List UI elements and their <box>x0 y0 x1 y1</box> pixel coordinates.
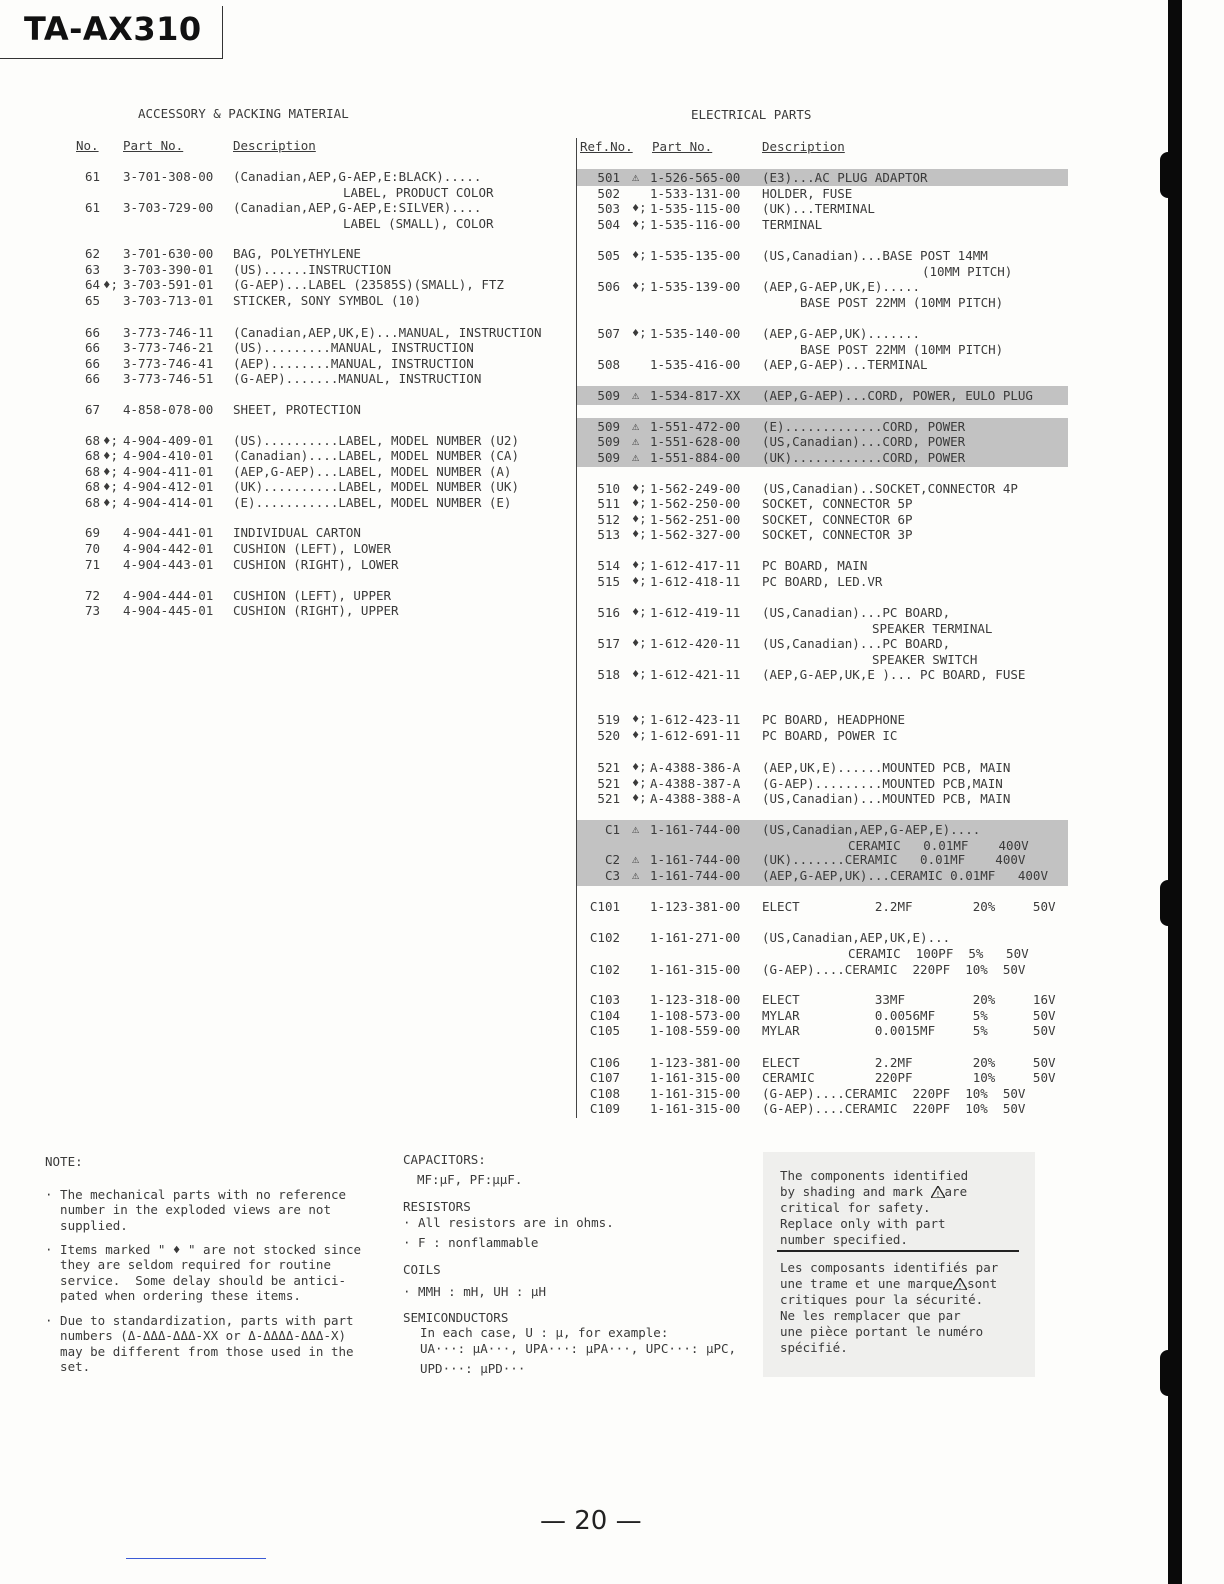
acc-description: STICKER, SONY SYMBOL (10) <box>233 293 422 308</box>
el-description-cont: SPEAKER TERMINAL <box>872 621 993 636</box>
el-description: (AEP,G-AEP)...CORD, POWER, EULO PLUG <box>762 388 1033 403</box>
el-description: (US,Canadian)...CORD, POWER <box>762 434 966 449</box>
acc-description: (US)..........LABEL, MODEL NUMBER (U2) <box>233 433 519 448</box>
el-description: SOCKET, CONNECTOR 5P <box>762 496 913 511</box>
safety-divider <box>777 1250 1019 1252</box>
acc-part-no: 3-701-630-00 <box>123 246 214 261</box>
ref-no: C107 <box>589 1070 620 1085</box>
acc-no: 67 <box>84 402 100 417</box>
acc-no: 65 <box>84 293 100 308</box>
ref-no: 507 <box>597 326 620 341</box>
resistors-title: RESISTORS <box>403 1199 471 1214</box>
binding-hole <box>1160 880 1176 926</box>
safety-en-2: by shading and mark ! are <box>780 1184 968 1199</box>
el-part-no: A-4388-388-A <box>650 791 741 806</box>
el-description: ELECT 2.2MF 20% 50V <box>762 899 1056 914</box>
ref-no: C109 <box>589 1101 620 1116</box>
not-stocked-mark: ♦; <box>103 464 119 479</box>
acc-description: (AEP)........MANUAL, INSTRUCTION <box>233 356 474 371</box>
ref-no: C2 <box>604 852 620 867</box>
el-part-no: 1-551-884-00 <box>650 450 741 465</box>
el-description: (US,Canadian)...PC BOARD, <box>762 636 951 651</box>
ref-no: 509 <box>597 388 620 403</box>
el-part-no: 1-108-573-00 <box>650 1008 741 1023</box>
acc-part-no: 4-904-442-01 <box>123 541 214 556</box>
capacitors-units: MF:μF, PF:μμF. <box>417 1172 523 1187</box>
semiconductors-line1: In each case, U : μ, for example: <box>420 1325 669 1340</box>
el-description: (UK)............CORD, POWER <box>762 450 966 465</box>
not-stocked-mark: ♦; <box>103 495 119 510</box>
ref-no: C103 <box>589 992 620 1007</box>
not-stocked-mark: ♦; <box>632 760 647 774</box>
not-stocked-mark: ♦; <box>632 527 647 541</box>
el-part-no: 1-612-419-11 <box>650 605 741 620</box>
acc-header-desc: Description <box>233 138 316 153</box>
electrical-divider <box>576 138 577 1118</box>
acc-description: (UK)..........LABEL, MODEL NUMBER (UK) <box>233 479 519 494</box>
ref-no: C108 <box>589 1086 620 1101</box>
el-description: PC BOARD, POWER IC <box>762 728 898 743</box>
not-stocked-mark: ♦; <box>632 574 647 588</box>
acc-no: 64 <box>84 277 100 292</box>
not-stocked-mark: ♦; <box>103 433 119 448</box>
safety-mark-icon: ⚠ <box>632 434 640 448</box>
ref-no: 517 <box>597 636 620 651</box>
not-stocked-mark: ♦; <box>103 479 119 494</box>
el-part-no: 1-551-628-00 <box>650 434 741 449</box>
acc-part-no: 4-904-409-01 <box>123 433 214 448</box>
acc-part-no: 4-904-410-01 <box>123 448 214 463</box>
safety-mark-icon: ⚠ <box>632 868 640 882</box>
acc-header-part: Part No. <box>123 138 184 153</box>
el-description: PC BOARD, LED.VR <box>762 574 883 589</box>
acc-no: 68 <box>84 448 100 463</box>
acc-part-no: 4-904-414-01 <box>123 495 214 510</box>
acc-description: (Canadian,AEP,G-AEP,E:BLACK)..... <box>233 169 482 184</box>
svg-text:!: ! <box>958 1282 962 1290</box>
el-description: (G-AEP)....CERAMIC 220PF 10% 50V <box>762 962 1026 977</box>
el-description: (E).............CORD, POWER <box>762 419 966 434</box>
el-description: PC BOARD, HEADPHONE <box>762 712 905 727</box>
not-stocked-mark: ♦; <box>632 558 647 572</box>
el-part-no: 1-533-131-00 <box>650 186 741 201</box>
acc-part-no: 3-773-746-41 <box>123 356 214 371</box>
el-description: (G-AEP).........MOUNTED PCB,MAIN <box>762 776 1003 791</box>
el-description: (AEP,G-AEP,UK)....... <box>762 326 921 341</box>
safety-en-5: number specified. <box>780 1232 908 1247</box>
ref-no: 513 <box>597 527 620 542</box>
coils-units: · MMH : mH, UH : μH <box>403 1284 546 1299</box>
el-part-no: 1-161-744-00 <box>650 868 741 883</box>
safety-fr-2: une trame et une marque ! sont <box>780 1276 998 1291</box>
el-part-no: 1-108-559-00 <box>650 1023 741 1038</box>
el-part-no: 1-535-140-00 <box>650 326 741 341</box>
accessory-title: ACCESSORY & PACKING MATERIAL <box>138 106 349 121</box>
ref-no: 506 <box>597 279 620 294</box>
acc-part-no: 4-904-412-01 <box>123 479 214 494</box>
el-description: (UK).......CERAMIC 0.01MF 400V <box>762 852 1026 867</box>
acc-part-no: 3-703-591-01 <box>123 277 214 292</box>
ref-no: 516 <box>597 605 620 620</box>
note-standardization: · Due to standardization, parts with part numbers (Δ-ΔΔΔ-ΔΔΔ-XX or Δ-ΔΔΔΔ-ΔΔΔ-X) may be different from those used in the set. <box>45 1312 354 1374</box>
ref-no: 503 <box>597 201 620 216</box>
ref-no: 514 <box>597 558 620 573</box>
el-description: CERAMIC 220PF 10% 50V <box>762 1070 1056 1085</box>
el-part-no: 1-562-327-00 <box>650 527 741 542</box>
page-edge-bar <box>1168 0 1182 1584</box>
acc-no: 70 <box>84 541 100 556</box>
el-part-no: 1-526-565-00 <box>650 170 741 185</box>
safety-mark-icon: ⚠ <box>632 419 640 433</box>
el-part-no: 1-535-416-00 <box>650 357 741 372</box>
not-stocked-mark: ♦; <box>632 201 647 215</box>
el-description: (US,Canadian)...PC BOARD, <box>762 605 951 620</box>
binding-hole <box>1160 152 1176 198</box>
acc-part-no: 3-773-746-51 <box>123 371 214 386</box>
note-not-stocked: · Items marked " ♦ " are not stocked since they are seldom required for routine service. Some delay should be antici- pated when ordering these items. <box>45 1241 362 1303</box>
not-stocked-mark: ♦; <box>632 636 647 650</box>
acc-part-no: 4-904-445-01 <box>123 603 214 618</box>
ref-no: 518 <box>597 667 620 682</box>
acc-description: (Canadian,AEP,UK,E)...MANUAL, INSTRUCTION <box>233 325 542 340</box>
el-part-no: 1-161-271-00 <box>650 930 741 945</box>
safety-fr-4: Ne les remplacer que par <box>780 1308 961 1323</box>
safety-mark-icon: ⚠ <box>632 450 640 464</box>
el-part-no: 1-161-315-00 <box>650 1101 741 1116</box>
el-part-no: 1-551-472-00 <box>650 419 741 434</box>
el-part-no: 1-612-423-11 <box>650 712 741 727</box>
acc-description: (E)...........LABEL, MODEL NUMBER (E) <box>233 495 512 510</box>
page-number: — 20 — <box>540 1506 642 1536</box>
acc-no: 63 <box>84 262 100 277</box>
el-description: MYLAR 0.0056MF 5% 50V <box>762 1008 1056 1023</box>
acc-part-no: 3-703-729-00 <box>123 200 214 215</box>
acc-part-no: 4-904-444-01 <box>123 588 214 603</box>
acc-description: (AEP,G-AEP)...LABEL, MODEL NUMBER (A) <box>233 464 512 479</box>
ref-no: 515 <box>597 574 620 589</box>
acc-part-no: 3-703-390-01 <box>123 262 214 277</box>
ref-no: 512 <box>597 512 620 527</box>
safety-en-4: Replace only with part <box>780 1216 946 1231</box>
el-description-cont: BASE POST 22MM (10MM PITCH) <box>800 342 1004 357</box>
ref-no: 520 <box>597 728 620 743</box>
acc-no: 73 <box>84 603 100 618</box>
el-part-no: A-4388-386-A <box>650 760 741 775</box>
acc-part-no: 3-773-746-11 <box>123 325 214 340</box>
el-description: (UK)...TERMINAL <box>762 201 875 216</box>
ref-no: 502 <box>597 186 620 201</box>
acc-description: (US).........MANUAL, INSTRUCTION <box>233 340 474 355</box>
el-part-no: 1-612-691-11 <box>650 728 741 743</box>
acc-no: 68 <box>84 479 100 494</box>
el-part-no: 1-123-381-00 <box>650 1055 741 1070</box>
capacitors-title: CAPACITORS: <box>403 1152 486 1167</box>
el-header-desc: Description <box>762 139 845 154</box>
ref-no: 510 <box>597 481 620 496</box>
not-stocked-mark: ♦; <box>103 448 119 463</box>
el-description: TERMINAL <box>762 217 823 232</box>
el-part-no: 1-535-116-00 <box>650 217 741 232</box>
ref-no: C104 <box>589 1008 620 1023</box>
el-part-no: 1-535-139-00 <box>650 279 741 294</box>
acc-description: (Canadian,AEP,G-AEP,E:SILVER).... <box>233 200 482 215</box>
acc-no: 68 <box>84 464 100 479</box>
el-description: (AEP,G-AEP,UK,E)..... <box>762 279 921 294</box>
acc-no: 61 <box>84 169 100 184</box>
not-stocked-mark: ♦; <box>632 667 647 681</box>
el-part-no: 1-612-421-11 <box>650 667 741 682</box>
ref-no: 521 <box>597 791 620 806</box>
ref-no: 505 <box>597 248 620 263</box>
safety-mark-icon: ⚠ <box>632 852 640 866</box>
acc-description: BAG, POLYETHYLENE <box>233 246 361 261</box>
el-description: (US,Canadian)...MOUNTED PCB, MAIN <box>762 791 1011 806</box>
el-description: ELECT 33MF 20% 16V <box>762 992 1056 1007</box>
ref-no: 509 <box>597 434 620 449</box>
acc-part-no: 4-904-411-01 <box>123 464 214 479</box>
safety-fr-6: spécifié. <box>780 1340 848 1355</box>
ref-no: C3 <box>604 868 620 883</box>
el-part-no: 1-535-115-00 <box>650 201 741 216</box>
ref-no: 509 <box>597 450 620 465</box>
el-description: (US,Canadian)...BASE POST 14MM <box>762 248 988 263</box>
el-description: (AEP,UK,E)......MOUNTED PCB, MAIN <box>762 760 1011 775</box>
acc-part-no: 3-701-308-00 <box>123 169 214 184</box>
safety-fr-1: Les composants identifiés par <box>780 1260 999 1275</box>
el-description: (G-AEP)....CERAMIC 220PF 10% 50V <box>762 1101 1026 1116</box>
acc-description: (G-AEP)...LABEL (23585S)(SMALL), FTZ <box>233 277 504 292</box>
el-description: (AEP,G-AEP)...TERMINAL <box>762 357 928 372</box>
el-description: SOCKET, CONNECTOR 6P <box>762 512 913 527</box>
acc-no: 66 <box>84 371 100 386</box>
el-description-cont: (10MM PITCH) <box>922 264 1013 279</box>
ref-no: C102 <box>589 962 620 977</box>
el-part-no: A-4388-387-A <box>650 776 741 791</box>
acc-description: CUSHION (LEFT), UPPER <box>233 588 392 603</box>
el-part-no: 1-562-250-00 <box>650 496 741 511</box>
warning-triangle-icon <box>953 1278 967 1290</box>
not-stocked-mark: ♦; <box>632 496 647 510</box>
acc-description-cont: LABEL, PRODUCT COLOR <box>343 185 494 200</box>
safety-fr-3: critiques pour la sécurité. <box>780 1292 984 1307</box>
safety-en-3: critical for safety. <box>780 1200 931 1215</box>
el-part-no: 1-534-817-XX <box>650 388 741 403</box>
acc-no: 72 <box>84 588 100 603</box>
acc-part-no: 4-904-441-01 <box>123 525 214 540</box>
semiconductors-title: SEMICONDUCTORS <box>403 1310 509 1325</box>
safety-fr-5: une pièce portant le numéro <box>780 1324 984 1339</box>
acc-part-no: 3-703-713-01 <box>123 293 214 308</box>
acc-description: CUSHION (RIGHT), LOWER <box>233 557 399 572</box>
el-description: MYLAR 0.0015MF 5% 50V <box>762 1023 1056 1038</box>
el-part-no: 1-161-315-00 <box>650 1086 741 1101</box>
not-stocked-mark: ♦; <box>632 481 647 495</box>
acc-part-no: 4-858-078-00 <box>123 402 214 417</box>
resistors-ohms: · All resistors are in ohms. <box>403 1215 614 1230</box>
el-description: SOCKET, CONNECTOR 3P <box>762 527 913 542</box>
el-description: (G-AEP)....CERAMIC 220PF 10% 50V <box>762 1086 1026 1101</box>
el-description-cont: BASE POST 22MM (10MM PITCH) <box>800 295 1004 310</box>
not-stocked-mark: ♦; <box>632 248 647 262</box>
ref-no: 504 <box>597 217 620 232</box>
model-title: TA-AX310 <box>24 10 202 48</box>
acc-description: INDIVIDUAL CARTON <box>233 525 361 540</box>
el-description: (AEP,G-AEP,UK,E )... PC BOARD, FUSE <box>762 667 1026 682</box>
ref-no: 519 <box>597 712 620 727</box>
ref-no: C101 <box>589 899 620 914</box>
el-description: (US,Canadian,AEP,G-AEP,E).... <box>762 822 981 837</box>
el-description: (E3)...AC PLUG ADAPTOR <box>762 170 928 185</box>
link-underline <box>126 1558 266 1559</box>
acc-description: SHEET, PROTECTION <box>233 402 361 417</box>
semiconductors-line2: UA···: μA···, UPA···: μPA···, UPC···: μPC, <box>420 1341 737 1356</box>
el-description: (US,Canadian,AEP,UK,E)... <box>762 930 951 945</box>
el-part-no: 1-535-135-00 <box>650 248 741 263</box>
not-stocked-mark: ♦; <box>632 605 647 619</box>
el-part-no: 1-562-251-00 <box>650 512 741 527</box>
coils-title: COILS <box>403 1262 441 1277</box>
acc-no: 68 <box>84 433 100 448</box>
not-stocked-mark: ♦; <box>632 791 647 805</box>
el-description: (US,Canadian)..SOCKET,CONNECTOR 4P <box>762 481 1018 496</box>
not-stocked-mark: ♦; <box>103 277 119 292</box>
el-description-cont: CERAMIC 0.01MF 400V <box>848 838 1029 853</box>
el-part-no: 1-123-318-00 <box>650 992 741 1007</box>
svg-text:!: ! <box>935 1190 940 1198</box>
note-title: NOTE: <box>45 1154 83 1169</box>
resistors-flame: · F : nonflammable <box>403 1235 539 1250</box>
acc-no: 66 <box>84 325 100 340</box>
el-part-no: 1-612-420-11 <box>650 636 741 651</box>
safety-mark-icon: ⚠ <box>632 822 640 836</box>
acc-no: 68 <box>84 495 100 510</box>
safety-mark-icon: ⚠ <box>632 388 640 402</box>
not-stocked-mark: ♦; <box>632 776 647 790</box>
ref-no: 501 <box>597 170 620 185</box>
acc-no: 66 <box>84 340 100 355</box>
not-stocked-mark: ♦; <box>632 728 647 742</box>
safety-mark-icon: ⚠ <box>632 170 640 184</box>
ref-no: 521 <box>597 776 620 791</box>
ref-no: 521 <box>597 760 620 775</box>
ref-no: 508 <box>597 357 620 372</box>
note-mechanical: · The mechanical parts with no reference number in the exploded views are not supplied. <box>45 1186 347 1233</box>
ref-no: 511 <box>597 496 620 511</box>
acc-description: CUSHION (RIGHT), UPPER <box>233 603 399 618</box>
semiconductors-line3: UPD···: μPD··· <box>420 1361 526 1376</box>
el-part-no: 1-562-249-00 <box>650 481 741 496</box>
electrical-title: ELECTRICAL PARTS <box>691 107 812 122</box>
acc-description: (G-AEP).......MANUAL, INSTRUCTION <box>233 371 482 386</box>
el-part-no: 1-612-417-11 <box>650 558 741 573</box>
el-header-ref: Ref.No. <box>580 139 633 154</box>
acc-description: (US)......INSTRUCTION <box>233 262 392 277</box>
el-part-no: 1-161-315-00 <box>650 1070 741 1085</box>
safety-en-1: The components identified <box>780 1168 969 1183</box>
el-part-no: 1-161-744-00 <box>650 852 741 867</box>
ref-no: C102 <box>589 930 620 945</box>
acc-description: CUSHION (LEFT), LOWER <box>233 541 392 556</box>
acc-no: 66 <box>84 356 100 371</box>
el-part-no: 1-612-418-11 <box>650 574 741 589</box>
not-stocked-mark: ♦; <box>632 512 647 526</box>
acc-no: 62 <box>84 246 100 261</box>
not-stocked-mark: ♦; <box>632 217 647 231</box>
warning-triangle-icon <box>931 1186 945 1198</box>
el-description-cont: CERAMIC 100PF 5% 50V <box>848 946 1029 961</box>
ref-no: 509 <box>597 419 620 434</box>
acc-description-cont: LABEL (SMALL), COLOR <box>343 216 494 231</box>
acc-no: 61 <box>84 200 100 215</box>
el-description: HOLDER, FUSE <box>762 186 853 201</box>
el-header-part: Part No. <box>652 139 713 154</box>
not-stocked-mark: ♦; <box>632 279 647 293</box>
el-part-no: 1-161-315-00 <box>650 962 741 977</box>
el-description: PC BOARD, MAIN <box>762 558 868 573</box>
not-stocked-mark: ♦; <box>632 326 647 340</box>
acc-no: 71 <box>84 557 100 572</box>
ref-no: C1 <box>604 822 620 837</box>
acc-part-no: 4-904-443-01 <box>123 557 214 572</box>
el-description: ELECT 2.2MF 20% 50V <box>762 1055 1056 1070</box>
not-stocked-mark: ♦; <box>632 712 647 726</box>
el-description-cont: SPEAKER SWITCH <box>872 652 978 667</box>
acc-part-no: 3-773-746-21 <box>123 340 214 355</box>
acc-header-no: No. <box>76 138 99 153</box>
binding-hole <box>1160 1350 1176 1396</box>
el-description: (AEP,G-AEP,UK)...CERAMIC 0.01MF 400V <box>762 868 1048 883</box>
acc-no: 69 <box>84 525 100 540</box>
el-part-no: 1-161-744-00 <box>650 822 741 837</box>
ref-no: C106 <box>589 1055 620 1070</box>
ref-no: C105 <box>589 1023 620 1038</box>
el-part-no: 1-123-381-00 <box>650 899 741 914</box>
acc-description: (Canadian)....LABEL, MODEL NUMBER (CA) <box>233 448 519 463</box>
